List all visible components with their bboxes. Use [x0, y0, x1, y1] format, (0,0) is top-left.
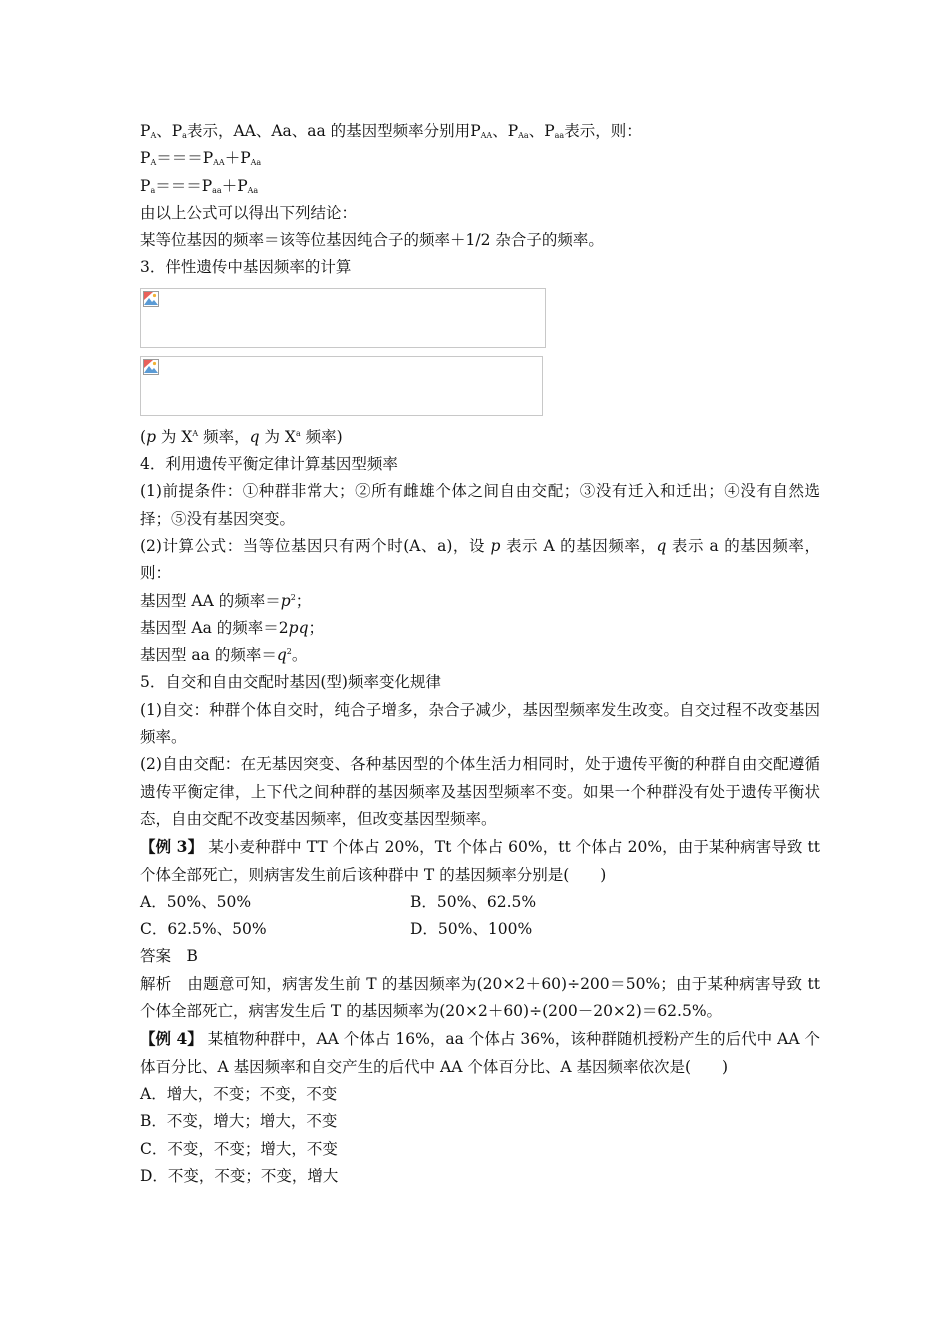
example-4-option-d: D．不变，不变；不变，增大 — [140, 1166, 339, 1185]
example-3-answer: 答案 B — [140, 947, 198, 966]
example-3-options-row-2 — [140, 916, 820, 943]
section-3-title: 3．伴性遗传中基因频率的计算 — [140, 258, 352, 277]
document-page — [140, 118, 820, 1190]
example-4-option-c: C．不变，不变；增大，不变 — [140, 1139, 338, 1158]
example-4-question: 【例 4】 某植物种群中，AA 个体占 16%，aa 个体占 36%，该种群随机授粉产生的后代中 AA 个体百分比、A 基因频率和自交产生的后代中 AA 个体百分比、A 基因频率依次是( ) — [140, 1029, 820, 1076]
example-4-option-b: B．不变，增大；增大，不变 — [140, 1112, 338, 1131]
image-placeholder-1 — [140, 288, 546, 348]
example-3-options-row-1 — [140, 889, 820, 916]
example-3-analysis: 解析 由题意可知，病害发生前 T 的基因频率为(20×2＋60)÷200＝50%；由于某种病害导致 tt 个体全部死亡，病害发生后 T 的基因频率为(20×2＋60)÷(200－20×2)＝62.5%。 — [140, 974, 820, 1021]
broken-image-icon — [143, 359, 159, 375]
example-4-option-a: A．增大，不变；不变，不变 — [140, 1084, 338, 1103]
section-3-note: (p 为 $X^A$ 频率，q 为 $X^a$ 频率) — [140, 427, 343, 446]
section-4-title: 4．利用遗传平衡定律计算基因型频率 — [140, 455, 398, 474]
section-5-title: 5．自交和自由交配时基因(型)频率变化规律 — [140, 673, 441, 692]
genotype-Aa-formula: 基因型 Aa 的频率＝2pq； — [140, 618, 325, 637]
section-5-paragraph-2: (2)自由交配：在无基因突变、各种基因型的个体生活力相同时，处于遗传平衡的种群自由交配遵循遗传平衡定律，上下代之间种群的基因频率及基因型频率不变。如果一个种群没有处于遗传平衡状态，自由交配不改变基因频率，但改变基因型频率。 — [140, 755, 820, 828]
conclusion-text: 某等位基因的频率＝该等位基因纯合子的频率＋1/2 杂合子的频率。 — [140, 231, 604, 250]
section-4-paragraph-1: (1)前提条件：①种群非常大；②所有雌雄个体之间自由交配；③没有迁入和迁出；④没有自然选择；⑤没有基因突变。 — [140, 482, 820, 528]
broken-image-icon — [143, 291, 159, 307]
example-3-option-c: C．62.5%、50% — [140, 920, 267, 939]
example-3-option-a: A．50%、50% — [140, 892, 252, 911]
image-placeholder-2 — [140, 356, 543, 416]
genotype-AA-formula: 基因型 AA 的频率$=p^2$； — [140, 591, 312, 610]
example-3-option-d: D．50%、100% — [410, 920, 533, 939]
example-3-option-b: B．50%、62.5% — [410, 892, 537, 911]
example-3-question: 【例 3】 某小麦种群中 TT 个体占 20%，Tt 个体占 60%，tt 个体占 20%，由于某种病害导致 tt 个体全部死亡，则病害发生前后该种群中 T 的基因频率分别是( ) — [140, 837, 820, 884]
section-5-paragraph-1: (1)自交：种群个体自交时，纯合子增多，杂合子减少，基因型频率发生改变。自交过程不改变基因频率。 — [140, 700, 820, 747]
formula-pa-recessive: $P_a===P_{aa}+P_{Aa}$ — [140, 176, 259, 195]
genotype-aa-formula: 基因型 aa 的频率$=q^2$。 — [140, 646, 308, 665]
section-4-paragraph-2: (2)计算公式：当等位基因只有两个时(A、a)，设 p 表示 A 的基因频率，q 表示 a 的基因频率，则： — [140, 536, 820, 583]
conclusion-intro: 由以上公式可以得出下列结论： — [140, 203, 358, 222]
frequency-definition-line: $P_A$、$P_a$表示，AA、Aa、aa 的基因型频率分别用$P_{AA}$、$P_{Aa}$、$P_{aa}$表示，则： — [140, 122, 642, 140]
formula-pa-dominant: $P_A===P_{AA}+P_{Aa}$ — [140, 149, 262, 168]
